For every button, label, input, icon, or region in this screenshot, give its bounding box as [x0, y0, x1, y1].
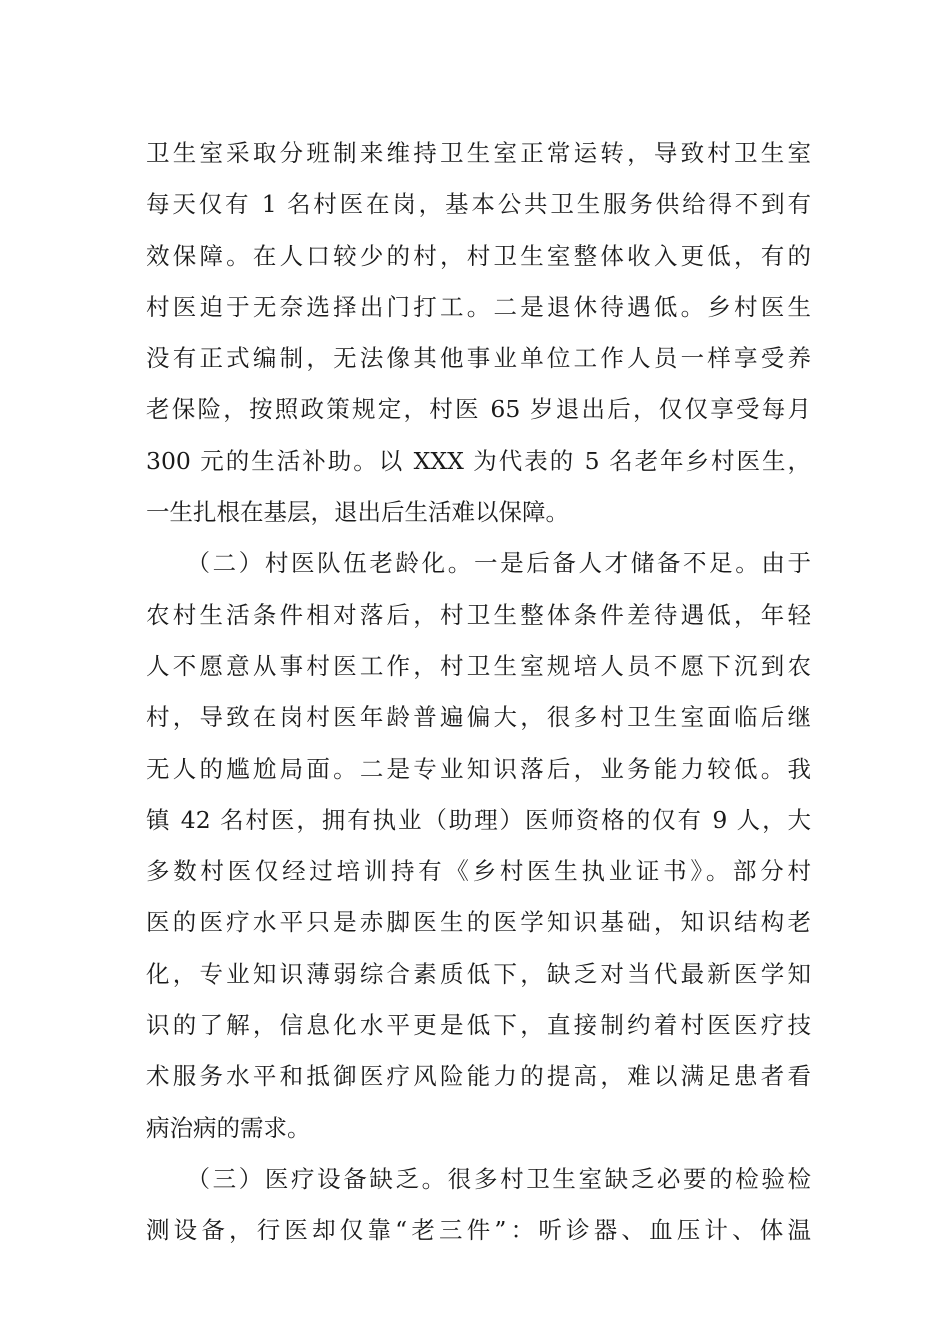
text-line: 一生扎根在基层，退出后生活难以保障。: [146, 498, 569, 527]
paragraph-equipment-shortage: [146, 1154, 811, 1257]
text-line: 化，专业知识薄弱综合素质低下，缺乏对当代最新医学知: [146, 959, 811, 988]
text-line: 效保障。在人口较少的村，村卫生室整体收入更低，有的: [146, 241, 811, 270]
text-line: 多数村医仅经过培训持有《乡村医生执业证书》。部分村: [146, 857, 811, 886]
text-line: 村医迫于无奈选择出门打工。二是退休待遇低。乡村医生: [146, 292, 811, 321]
text-line: （三）医疗设备缺乏。很多村卫生室缺乏必要的检验检: [146, 1164, 811, 1193]
text-line: 卫生室采取分班制来维持卫生室正常运转，导致村卫生室: [146, 139, 811, 167]
text-line: 村，导致在岗村医年龄普遍偏大，很多村卫生室面临后继: [146, 703, 811, 732]
text-line: 术服务水平和抵御医疗风险能力的提高，难以满足患者看: [146, 1062, 811, 1091]
text-line: 人不愿意从事村医工作，村卫生室规培人员不愿下沉到农: [146, 651, 811, 680]
text-line: 镇 42 名村医，拥有执业（助理）医师资格的仅有 9 人，大: [146, 805, 811, 834]
text-line: 每天仅有 1 名村医在岗，基本公共卫生服务供给得不到有: [146, 190, 811, 219]
text-line: 医的医疗水平只是赤脚医生的医学知识基础，知识结构老: [146, 908, 811, 937]
text-line: （二）村医队伍老龄化。一是后备人才储备不足。由于: [146, 549, 811, 578]
text-line: 识的了解，信息化水平更是低下，直接制约着村医医疗技: [146, 1011, 811, 1040]
paragraph-rural-doctor-income: [146, 128, 811, 538]
text-line: 没有正式编制，无法像其他事业单位工作人员一样享受养: [146, 344, 811, 373]
text-line: 无人的尴尬局面。二是专业知识落后，业务能力较低。我: [146, 754, 811, 783]
text-line: 老保险，按照政策规定，村医 65 岁退出后，仅仅享受每月: [146, 395, 811, 424]
text-line: 农村生活条件相对落后，村卫生整体条件差待遇低，年轻: [146, 600, 811, 629]
text-line: 测设备，行医却仅靠“老三件”：听诊器、血压计、体温: [146, 1216, 811, 1245]
text-line: 病治病的需求。: [146, 1113, 311, 1142]
document-body: [146, 128, 811, 1257]
paragraph-aging-workforce: [146, 538, 811, 1154]
text-line: 300 元的生活补助。以 XXX 为代表的 5 名老年乡村医生，: [146, 446, 811, 475]
